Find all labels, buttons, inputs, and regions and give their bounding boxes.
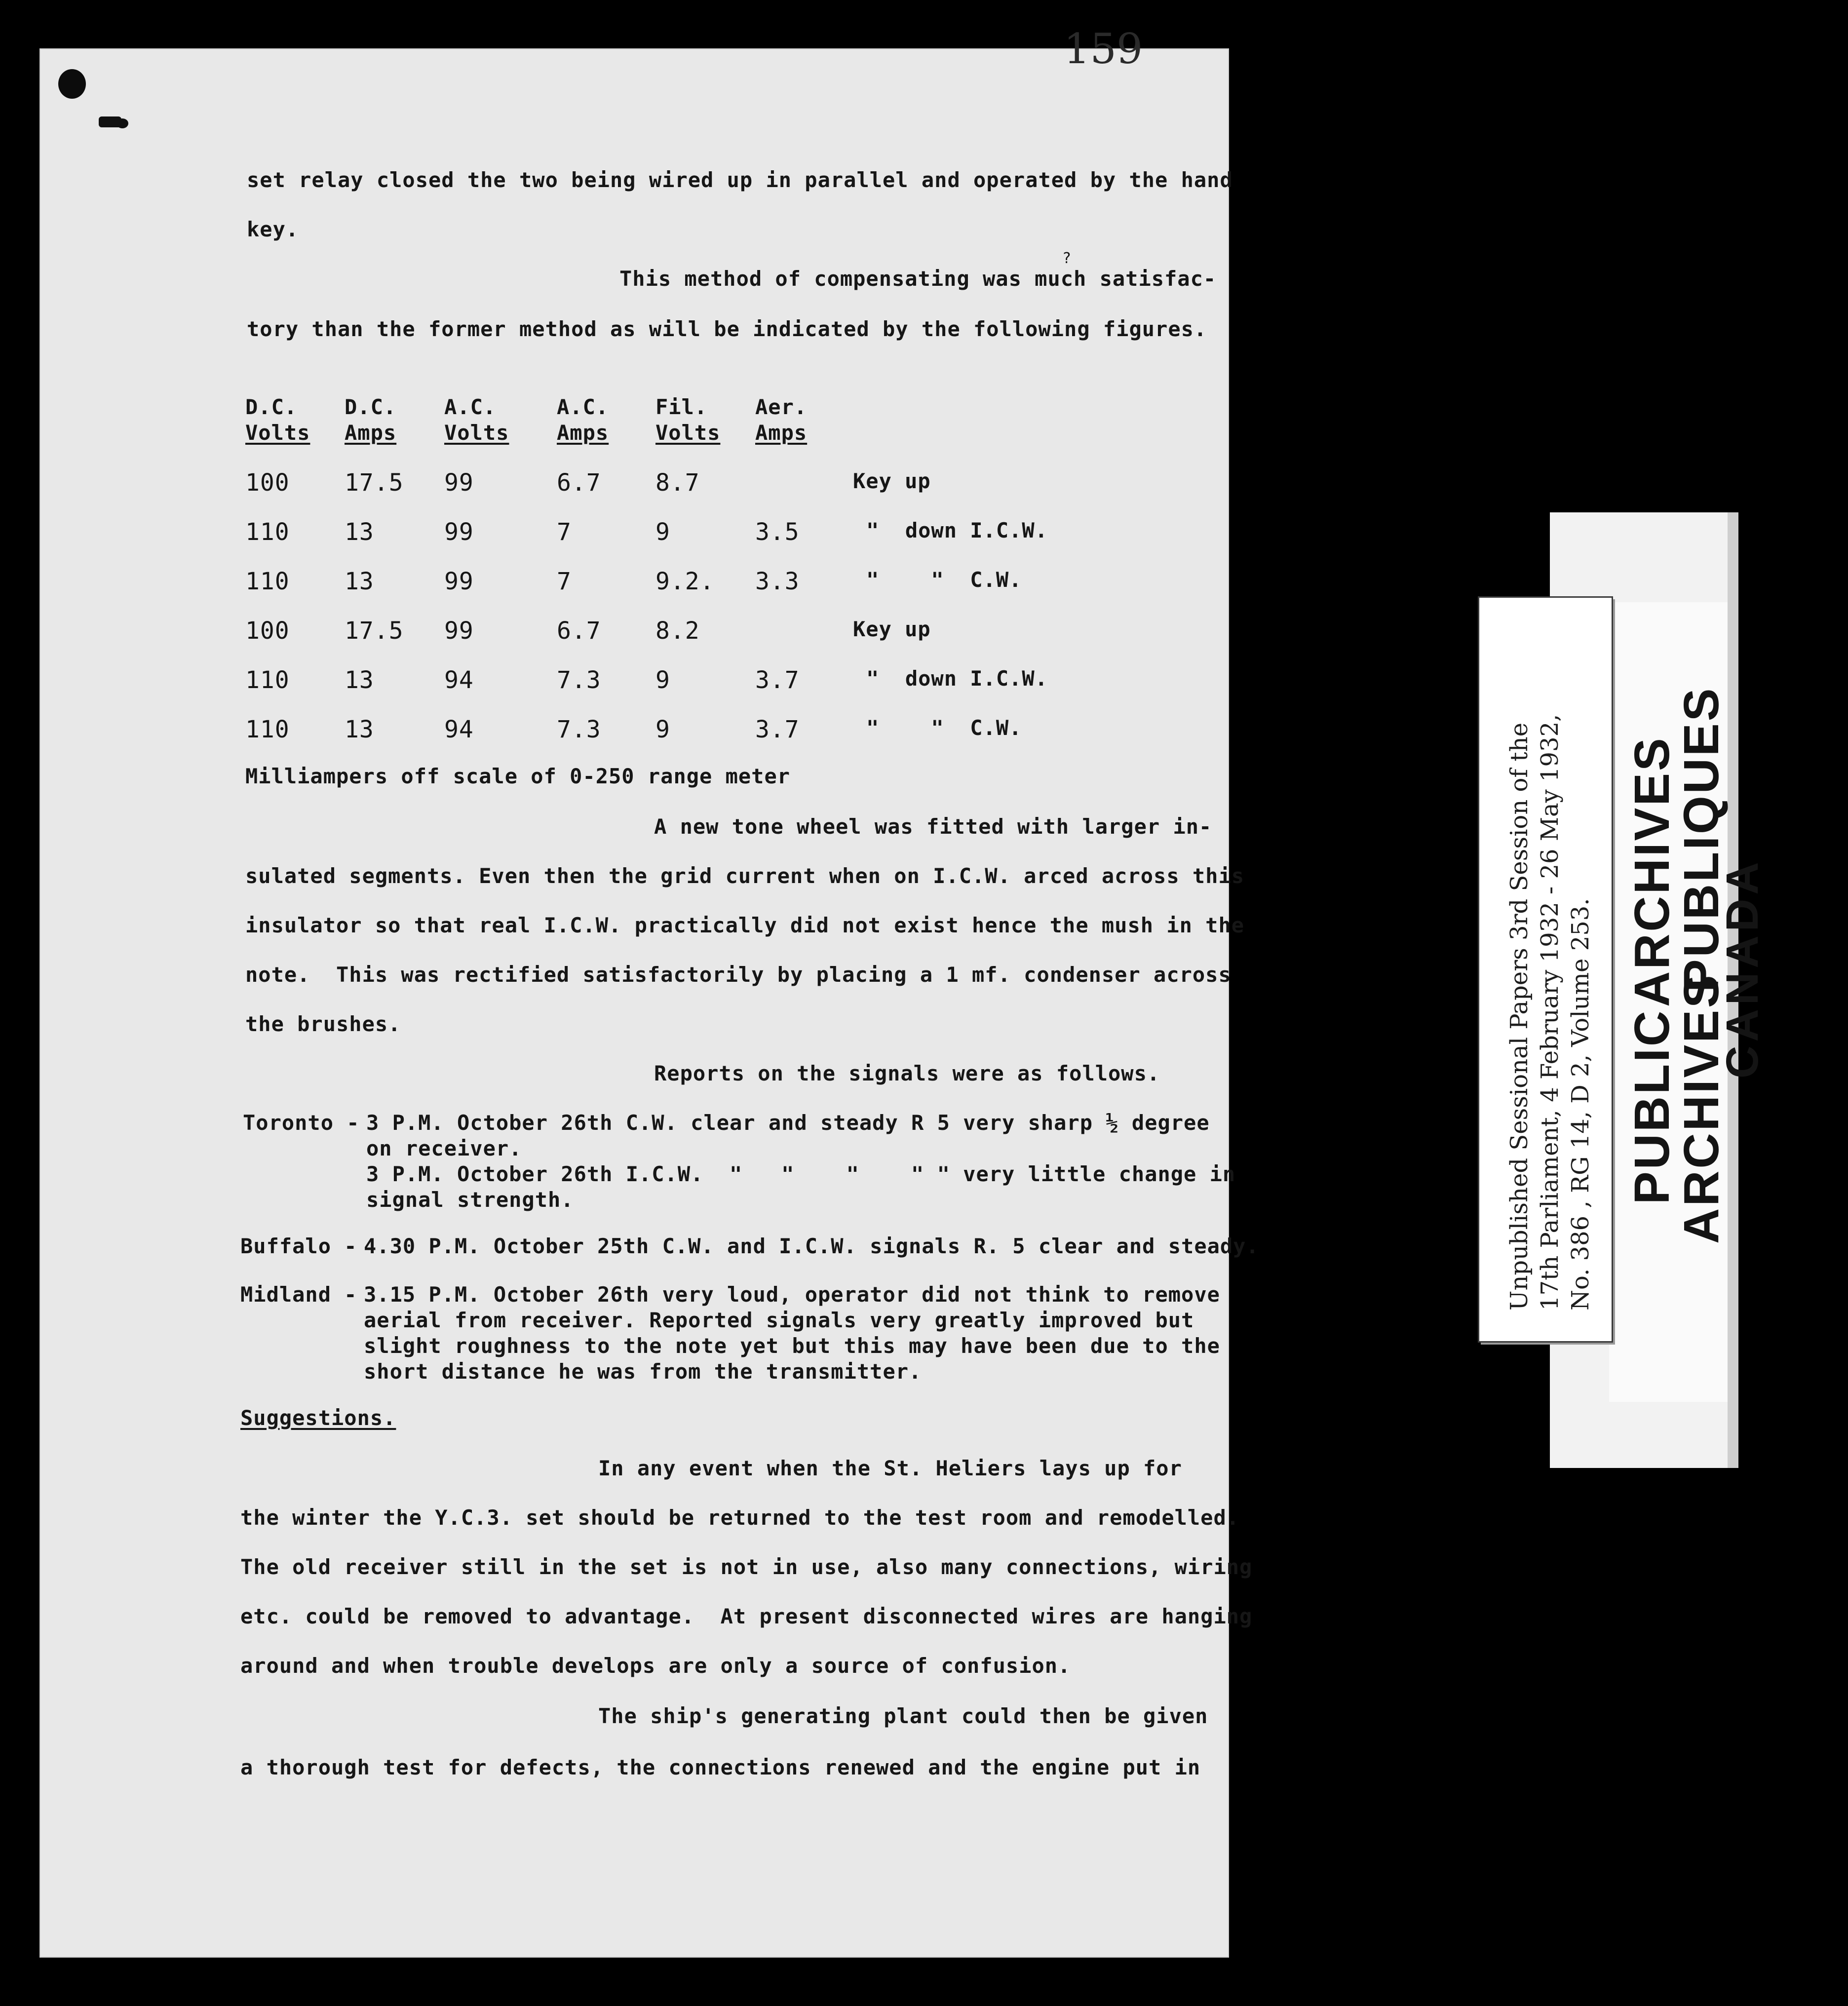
label-line-3: No. 386 , RG 14, D 2, Volume 253.	[1567, 898, 1594, 1311]
para4-line-5: around and when trouble develops are only a source of confusion.	[240, 1654, 1071, 1678]
suggestions-heading: Suggestions.	[240, 1406, 396, 1430]
para3-line-2: sulated segments. Even then the grid current when on I.C.W. arced across this	[245, 864, 1245, 888]
report-place: Buffalo -	[240, 1234, 357, 1258]
stamp-publiques: PUBLIQUES	[1674, 686, 1729, 992]
table-cell: 17.5	[345, 617, 404, 645]
table-cell: 13	[345, 716, 374, 743]
label-line-2: 17th Parliament, 4 February 1932 - 26 May 1932,	[1536, 714, 1564, 1311]
table-cell: 99	[444, 617, 474, 645]
th-aer-amps-top: Aer.	[755, 395, 808, 419]
para2-line-2: tory than the former method as will be indicated by the following figures.	[247, 317, 1207, 341]
table-cell: 110	[245, 666, 290, 694]
table-cell: 7	[557, 518, 572, 546]
label-line-1: Unpublished Sessional Papers 3rd Session of the	[1505, 722, 1533, 1311]
para5-line-2: a thorough test for defects, the connections renewed and the engine put in	[240, 1755, 1201, 1779]
th-fil-volts-bottom: Volts	[655, 421, 721, 445]
report-line: signal strength.	[366, 1188, 574, 1212]
para3-line-3: insulator so that real I.C.W. practically did not exist hence the mush in the	[245, 913, 1245, 937]
reports-intro: Reports on the signals were as follows.	[654, 1061, 1160, 1085]
table-cell-note: " down I.C.W.	[866, 518, 1048, 542]
table-cell: 100	[245, 617, 290, 645]
stamp-canada: CANADA	[1717, 858, 1768, 1079]
table-cell: 13	[345, 666, 374, 694]
para4-line-4: etc. could be removed to advantage. At present disconnected wires are hanging	[240, 1604, 1253, 1628]
para1-line-2: key.	[247, 217, 299, 241]
table-cell: 3.5	[755, 518, 800, 546]
para3-line-5: the brushes.	[245, 1012, 401, 1036]
table-cell: 99	[444, 469, 474, 497]
table-cell-note: Key up	[853, 617, 931, 641]
table-cell-note: " " C.W.	[866, 716, 1022, 740]
table-cell-note: " down I.C.W.	[866, 666, 1048, 691]
table-cell-note: " " C.W.	[866, 568, 1022, 592]
report-line: 3.15 P.M. October 26th very loud, operator did not think to remove	[364, 1282, 1220, 1307]
table-cell: 8.7	[655, 469, 700, 497]
table-cell: 6.7	[557, 469, 601, 497]
report-place: Toronto -	[243, 1111, 360, 1135]
report-line: 3 P.M. October 26th C.W. clear and steady R 5 very sharp ½ degree	[366, 1111, 1210, 1135]
table-cell: 9	[655, 716, 670, 743]
report-line: slight roughness to the note yet but this may have been due to the	[364, 1334, 1220, 1358]
table-cell: 13	[345, 568, 374, 595]
table-cell: 99	[444, 518, 474, 546]
table-cell: 7.3	[557, 666, 601, 694]
stamp-archives-fr: ARCHIVES	[1674, 973, 1729, 1244]
table-cell: 110	[245, 568, 290, 595]
th-ac-amps-bottom: Amps	[557, 421, 609, 445]
th-dc-volts-bottom: Volts	[245, 421, 310, 445]
th-dc-volts-top: D.C.	[245, 395, 298, 419]
milliampers-note: Milliampers off scale of 0-250 range meter	[245, 764, 791, 788]
th-ac-volts-top: A.C.	[444, 395, 497, 419]
table-cell: 9.2.	[655, 568, 715, 595]
para3-line-4: note. This was rectified satisfactorily by placing a 1 mf. condenser across	[245, 963, 1232, 987]
th-ac-amps-top: A.C.	[557, 395, 609, 419]
table-cell-note: Key up	[853, 469, 931, 493]
para4-line-1: In any event when the St. Heliers lays up for	[598, 1456, 1182, 1480]
table-cell: 7.3	[557, 716, 601, 743]
para3-line-1: A new tone wheel was fitted with larger in-	[654, 814, 1212, 839]
table-cell: 17.5	[345, 469, 404, 497]
table-cell: 94	[444, 666, 474, 694]
table-cell: 94	[444, 716, 474, 743]
para4-line-3: The old receiver still in the set is not in use, also many connections, wiring	[240, 1555, 1253, 1579]
para4-line-2: the winter the Y.C.3. set should be returned to the test room and remodelled.	[240, 1505, 1240, 1530]
th-fil-volts-top: Fil.	[655, 395, 708, 419]
stamp-public: PUBLIC	[1624, 1008, 1680, 1204]
table-cell: 6.7	[557, 617, 601, 645]
table-cell: 8.2	[655, 617, 700, 645]
table-cell: 3.7	[755, 716, 800, 743]
para2-line-1: This method of compensating was much satisfac-	[619, 267, 1217, 291]
table-cell: 9	[655, 518, 670, 546]
stamp-archives: ARCHIVES	[1624, 736, 1680, 1007]
table-cell: 9	[655, 666, 670, 694]
report-place: Midland -	[240, 1282, 357, 1307]
table-cell: 110	[245, 716, 290, 743]
table-cell: 3.7	[755, 666, 800, 694]
ink-blot-mark-2	[116, 118, 128, 128]
report-line: short distance he was from the transmitter.	[364, 1359, 922, 1384]
report-line: 4.30 P.M. October 25th C.W. and I.C.W. signals R. 5 clear and steady.	[364, 1234, 1259, 1258]
th-dc-amps-top: D.C.	[345, 395, 397, 419]
th-dc-amps-bottom: Amps	[345, 421, 397, 445]
para1-line-1: set relay closed the two being wired up in parallel and operated by the hand	[247, 168, 1233, 192]
table-cell: 7	[557, 568, 572, 595]
punch-hole-mark	[58, 69, 86, 99]
th-aer-amps-bottom: Amps	[755, 421, 808, 445]
table-cell: 100	[245, 469, 290, 497]
para5-line-1: The ship's generating plant could then be given	[598, 1704, 1208, 1728]
table-cell: 13	[345, 518, 374, 546]
table-cell: 110	[245, 518, 290, 546]
th-ac-volts-bottom: Volts	[444, 421, 509, 445]
report-line: on receiver.	[366, 1136, 522, 1160]
report-line: aerial from receiver. Reported signals very greatly improved but	[364, 1308, 1194, 1332]
page-number: 159	[1064, 25, 1143, 73]
handwritten-mark: ?	[1062, 250, 1072, 267]
table-cell: 99	[444, 568, 474, 595]
report-line: 3 P.M. October 26th I.C.W. " " " " " very little change in	[366, 1162, 1236, 1186]
table-cell: 3.3	[755, 568, 800, 595]
